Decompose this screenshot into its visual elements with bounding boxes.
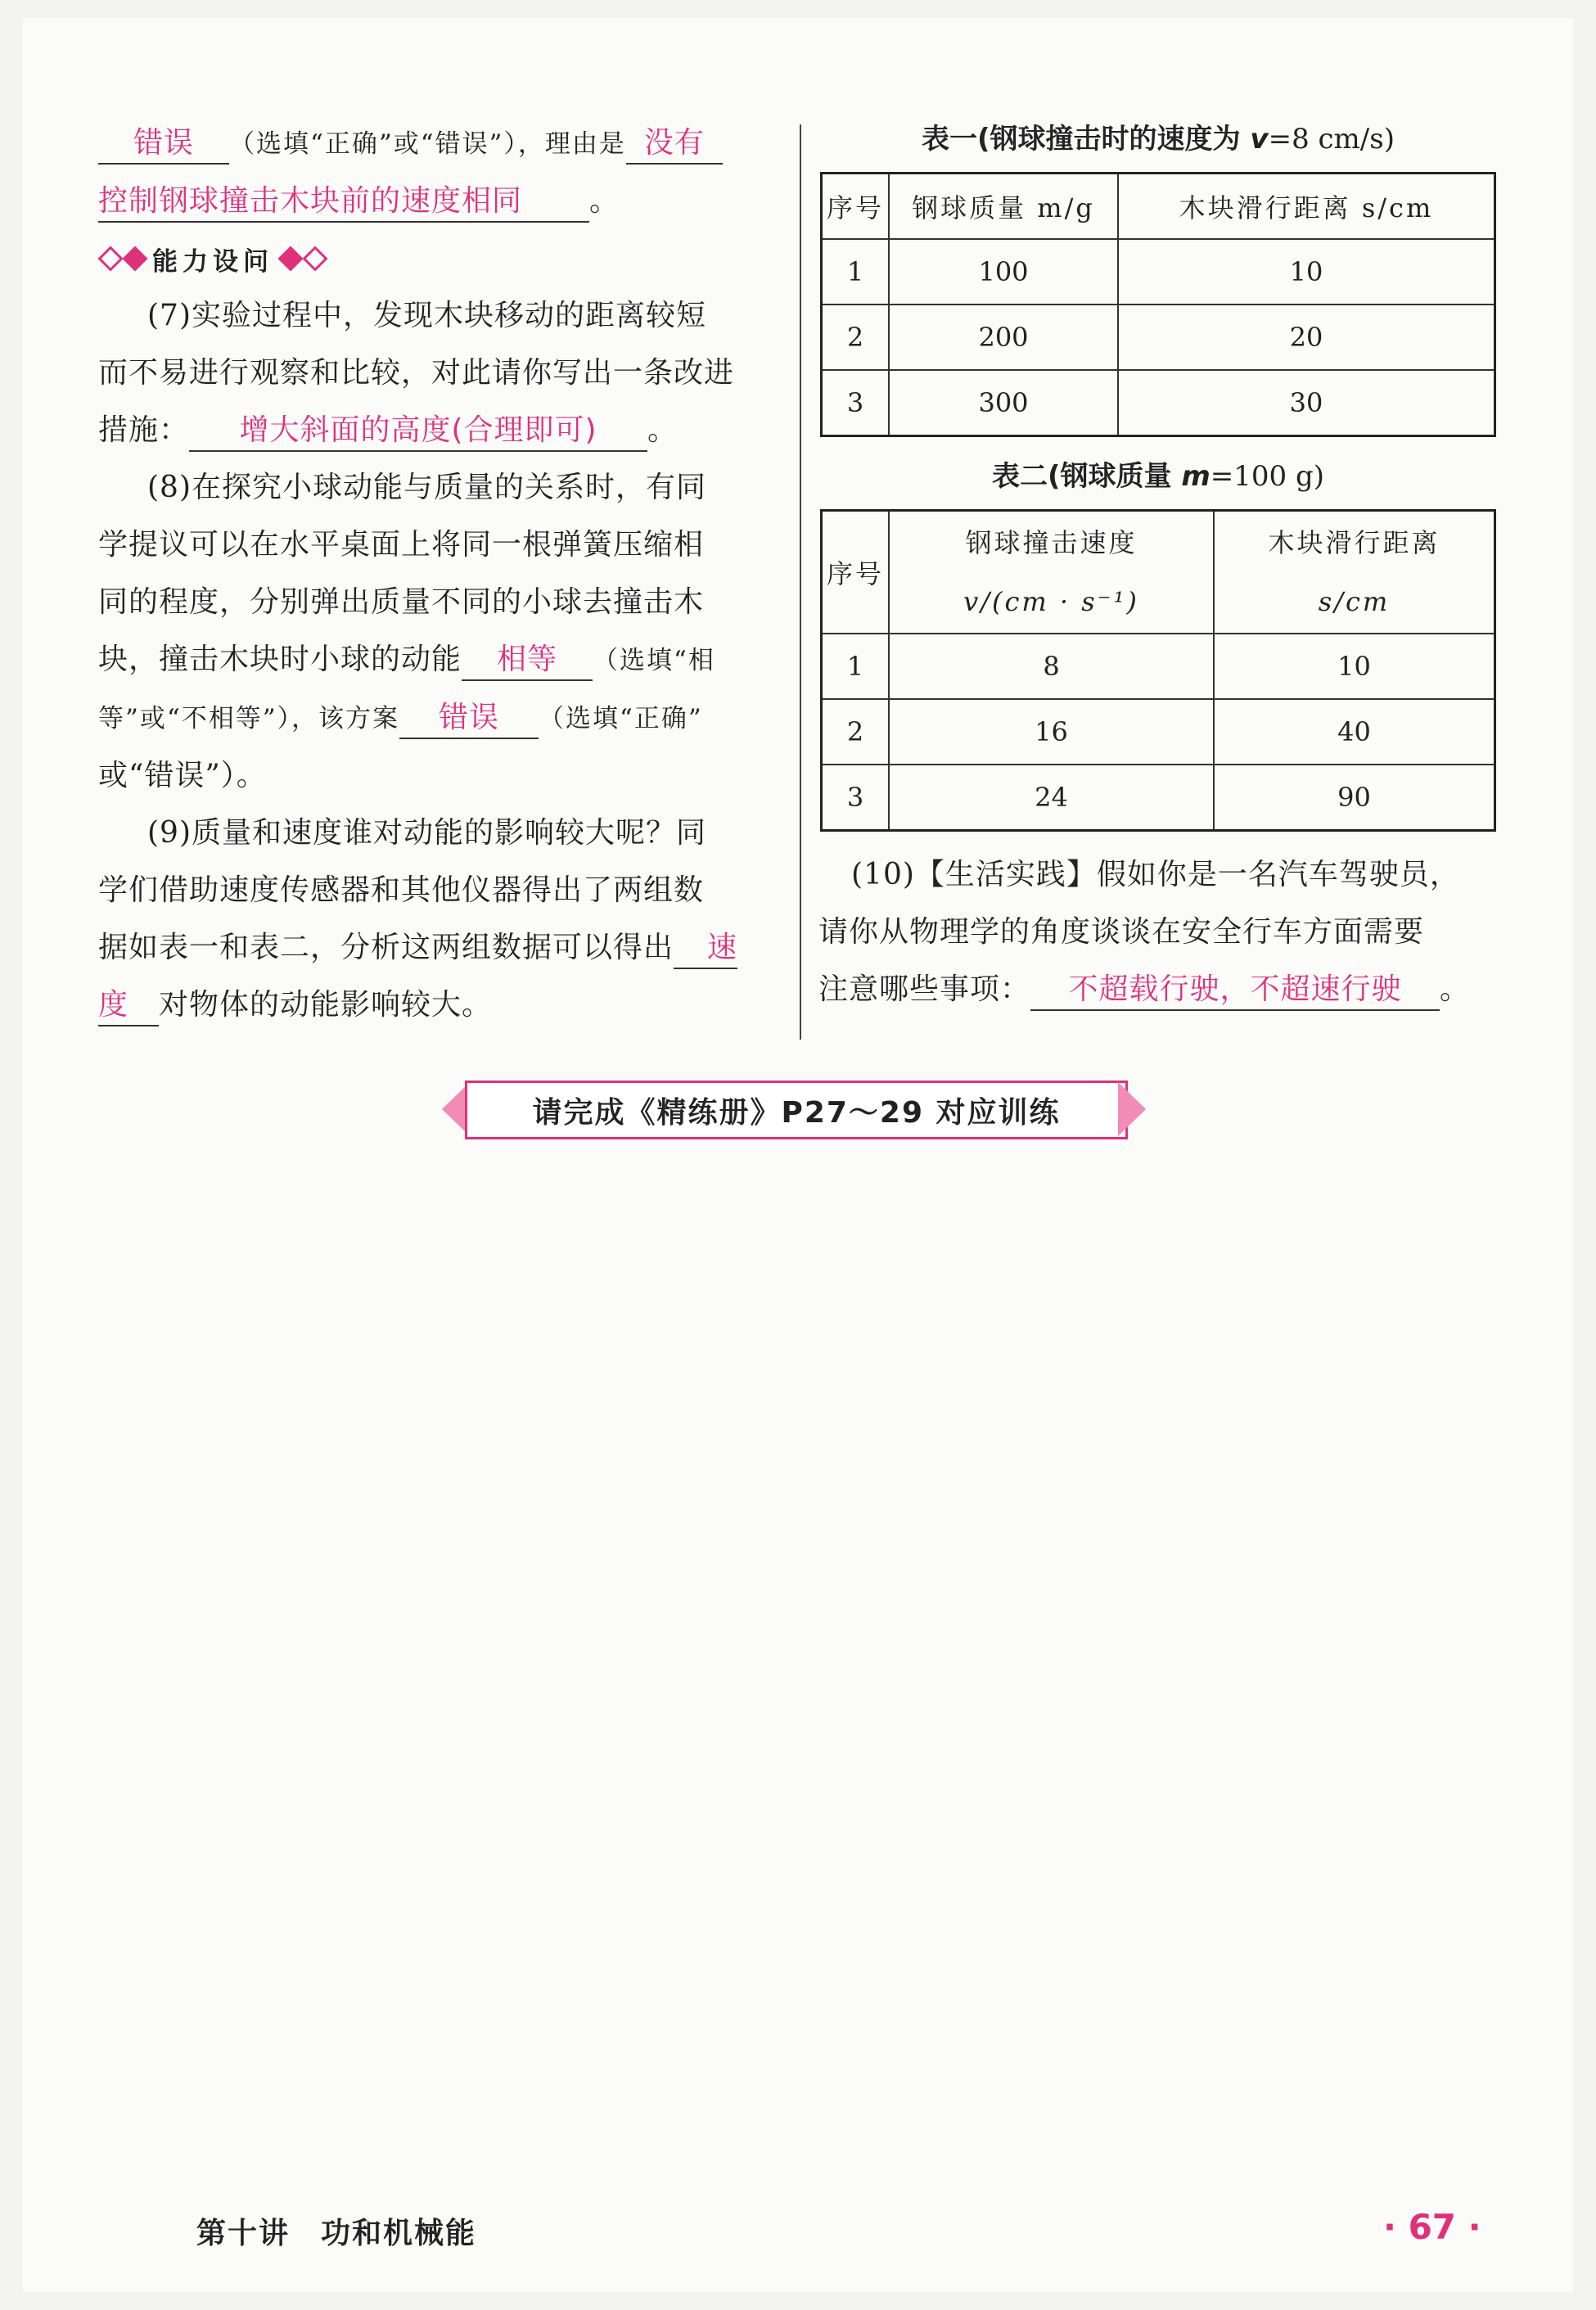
q8-line-4 <box>98 631 769 689</box>
q8-text: 块，撞击木块时小球的动能 <box>98 643 462 676</box>
line-1 <box>98 115 769 173</box>
diamond-outline-icon <box>302 246 327 271</box>
answer-blank-q8a: 相等 <box>462 640 593 681</box>
q7-line-1: (7)实验过程中，发现木块移动的距离较短 <box>147 299 706 332</box>
table-cell: 2 <box>822 699 890 765</box>
table1-caption <box>818 115 1498 164</box>
diamond-icon <box>277 246 303 271</box>
table-row <box>822 239 1495 305</box>
table-row <box>822 634 1495 699</box>
q7-line-3 <box>98 402 769 459</box>
line-2 <box>98 173 769 230</box>
table-cell: 100 <box>889 239 1118 305</box>
right-column <box>818 115 1498 1018</box>
answer-blank-q8b: 错误 <box>399 698 539 739</box>
choice-hint: （选填“正确”或“错误”），理由是 <box>229 129 626 159</box>
q10-block <box>818 846 1498 1018</box>
q8-line-3: 同的程度，分别弹出质量不同的小球去撞击木 <box>98 585 705 619</box>
arrow-right-icon <box>1118 1082 1146 1136</box>
q10-line-3 <box>818 961 1498 1018</box>
caption-text: 表一(钢球撞击时的速度为 <box>922 123 1251 156</box>
table-cell: 16 <box>889 699 1214 765</box>
table-header: 序号 <box>822 174 890 240</box>
table-cell: 30 <box>1118 370 1495 436</box>
table-cell: 3 <box>822 765 890 831</box>
table-row <box>822 699 1495 765</box>
table2-caption <box>818 452 1498 501</box>
table-cell: 3 <box>822 370 890 436</box>
table-row <box>822 305 1495 370</box>
table-cell: 24 <box>889 765 1214 831</box>
caption-var: v <box>1250 123 1269 156</box>
period: 。 <box>1440 972 1471 1006</box>
q10-text: 注意哪些事项： <box>818 972 1031 1006</box>
q9-line-3 <box>98 919 769 977</box>
q8-line-2: 学提议可以在水平桌面上将同一根弹簧压缩相 <box>98 528 705 562</box>
answer-blank-q9a: 速 <box>674 928 737 969</box>
left-column <box>98 115 769 1034</box>
q9-line-1: (9)质量和速度谁对动能的影响较大呢？同 <box>147 816 706 850</box>
table-cell: 8 <box>889 634 1214 699</box>
table-cell: 1 <box>822 239 890 305</box>
table-header: 钢球质量 m/g <box>889 174 1118 240</box>
chapter-title: 第十讲 功和机械能 <box>196 2217 477 2250</box>
answer-blank-q10: 不超载行驶，不超速行驶 <box>1030 970 1440 1011</box>
q10-line-1: (10)【生活实践】假如你是一名汽车驾驶员， <box>851 858 1460 891</box>
header-line: 木块滑行距离 <box>1268 527 1440 558</box>
table-header: 序号 <box>822 511 890 634</box>
answer-blank-q9b: 度 <box>98 986 159 1026</box>
table-cell: 1 <box>822 634 890 699</box>
table-cell: 10 <box>1118 239 1495 305</box>
table2 <box>820 509 1496 832</box>
header-unit: v/(cm · s⁻¹) <box>963 586 1139 617</box>
q10-line-2: 请你从物理学的角度谈谈在安全行车方面需要 <box>818 915 1425 949</box>
q8-line-1: (8)在探究小球动能与质量的关系时，有同 <box>147 471 706 504</box>
caption-text: =8 cm/s) <box>1268 123 1395 156</box>
answer-blank-2a: 没有 <box>626 124 723 165</box>
answer-blank-q7: 增大斜面的高度(合理即可) <box>189 411 647 452</box>
choice-hint: 等”或“不相等”），该方案 <box>98 704 400 733</box>
table-cell: 40 <box>1214 699 1495 765</box>
practice-banner <box>442 1081 1146 1138</box>
answer-blank-2b: 控制钢球撞击木块前的速度相同 <box>98 182 589 223</box>
table-cell: 300 <box>889 370 1118 436</box>
table-header-row <box>822 511 1495 634</box>
header-line: 钢球撞击速度 <box>965 527 1138 558</box>
q7-prefix: 措施： <box>98 413 190 447</box>
period: 。 <box>589 184 620 218</box>
diamond-icon <box>122 246 147 271</box>
q8-line-6: 或“错误”）。 <box>98 759 267 792</box>
period: 。 <box>647 413 679 447</box>
caption-var: m <box>1181 460 1211 493</box>
table1 <box>820 172 1496 437</box>
section-header <box>98 233 769 284</box>
q9-text: 对物体的动能影响较大。 <box>159 988 493 1022</box>
table-row <box>822 765 1495 831</box>
q8-line-5 <box>98 689 769 747</box>
answer-blank-1: 错误 <box>98 124 229 165</box>
header-unit: s/cm <box>1318 586 1391 617</box>
banner-text: 请完成《精练册》P27～29 对应训练 <box>465 1081 1128 1139</box>
section-title: 能力设问 <box>152 246 273 277</box>
column-divider <box>800 124 801 1040</box>
choice-hint: （选填“相 <box>593 646 715 675</box>
q9-line-4 <box>98 977 769 1034</box>
table-cell: 20 <box>1118 305 1495 370</box>
table-cell: 10 <box>1214 634 1495 699</box>
caption-text: 表二(钢球质量 <box>991 460 1182 493</box>
table-cell: 90 <box>1214 765 1495 831</box>
table-header <box>889 511 1214 634</box>
page-number: · 67 · <box>1383 2207 1481 2247</box>
table-header: 木块滑行距离 s/cm <box>1118 174 1495 240</box>
q7-line-2: 而不易进行观察和比较，对此请你写出一条改进 <box>98 356 735 390</box>
table-cell: 200 <box>889 305 1118 370</box>
table-header-row <box>822 174 1495 240</box>
choice-hint: （选填“正确” <box>539 704 703 733</box>
diamond-outline-icon <box>97 246 123 271</box>
table-cell: 2 <box>822 305 890 370</box>
q9-text: 据如表一和表二，分析这两组数据可以得出 <box>98 931 674 964</box>
table-row <box>822 370 1495 436</box>
caption-text: =100 g) <box>1210 460 1325 493</box>
table-header <box>1214 511 1495 634</box>
q9-line-2: 学们借助速度传感器和其他仪器得出了两组数 <box>98 873 705 907</box>
